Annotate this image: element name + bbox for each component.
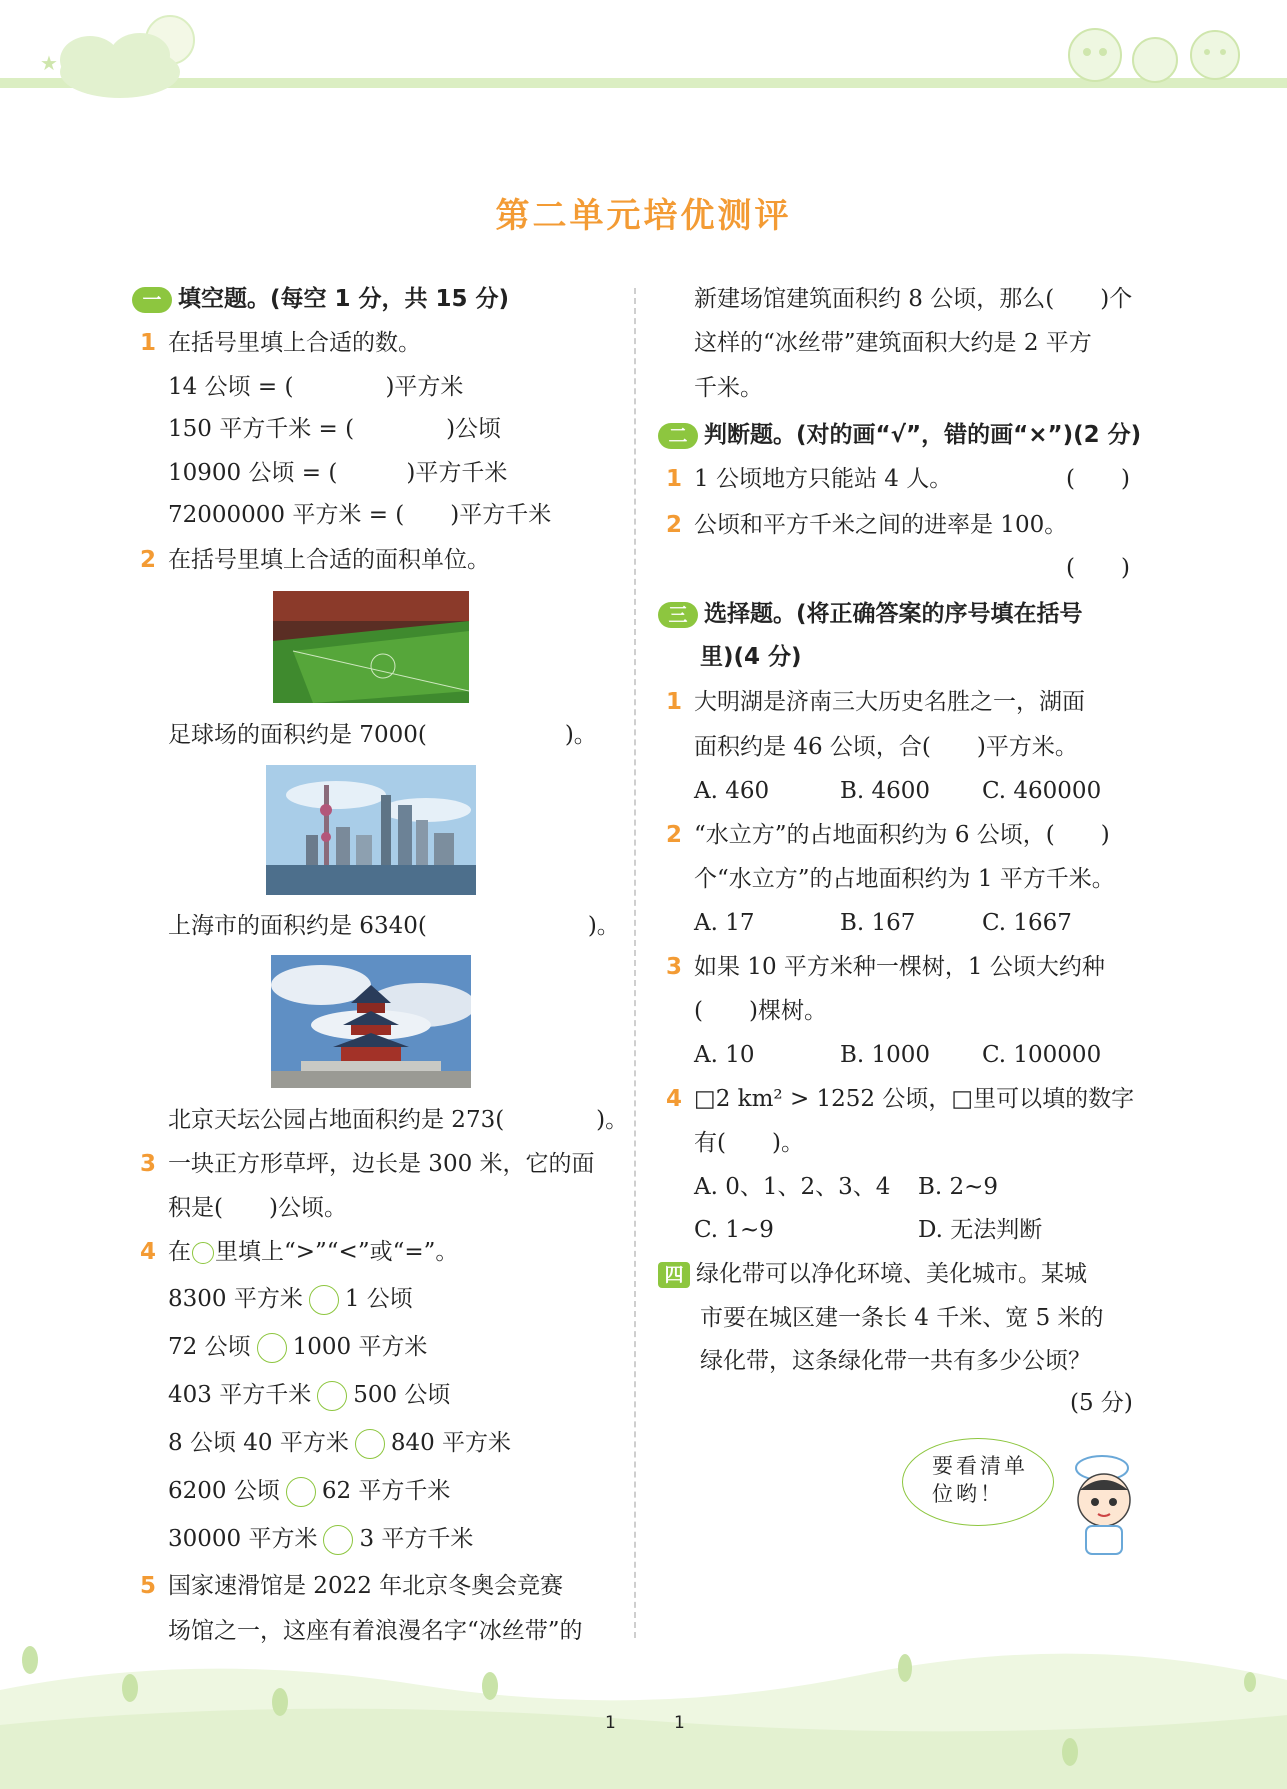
section-1-title: 填空题。(每空 1 分，共 15 分): [178, 286, 510, 312]
q2-line-3: 北京天坛公园占地面积约是 273( )。: [168, 1107, 629, 1133]
question-3: [140, 1149, 595, 1179]
compare-right: 62 平方千米: [321, 1478, 451, 1504]
compare-right: 840 平方米: [390, 1430, 512, 1456]
compare-right: 1 公顷: [344, 1286, 413, 1312]
compare-left: 6200 公顷: [168, 1478, 280, 1504]
choice-2-option-a[interactable]: A. 17: [694, 910, 755, 936]
question-5: [140, 1571, 563, 1601]
question-3-line-2: 积是( )公顷。: [168, 1195, 347, 1221]
section-2-header: [658, 420, 1141, 450]
question-1: [140, 328, 421, 358]
compare-left: 72 公顷: [168, 1334, 251, 1360]
compare-circle-icon: [192, 1242, 214, 1264]
choice-3-line-1: 如果 10 平方米种一棵树，1 公顷大约种: [694, 954, 1105, 980]
section-4-line-1: 绿化带可以净化环境、美化城市。某城: [696, 1261, 1087, 1287]
question-4-text-a: 在: [168, 1239, 191, 1265]
choice-3-line-2: ( )棵树。: [694, 998, 827, 1024]
bubble-line-2: 位哟！: [932, 1482, 1004, 1506]
judge-2-answer-paren[interactable]: ( ): [1066, 555, 1130, 581]
choice-1-number: 1: [666, 689, 683, 715]
cartoon-nurse-icon: [1060, 1450, 1150, 1560]
choice-1: [666, 687, 1085, 717]
section-3-header: [658, 599, 1083, 629]
judge-2-number: 2: [666, 512, 683, 538]
judge-1: [666, 464, 952, 494]
compare-row-6: [168, 1524, 473, 1555]
choice-1-line-2: 面积约是 46 公顷，合( )平方米。: [694, 734, 1078, 760]
choice-2-number: 2: [666, 822, 683, 848]
answer-circle[interactable]: [257, 1333, 287, 1363]
choice-4-option-a[interactable]: A. 0、1、2、3、4: [694, 1174, 891, 1200]
q1-line-4: 72000000 平方米 = ( )平方千米: [168, 502, 552, 528]
question-4: [140, 1237, 458, 1267]
compare-row-2: [168, 1332, 427, 1363]
judge-1-text: 1 公顷地方只能站 4 人。: [694, 466, 953, 492]
section-2-badge: 二: [658, 423, 698, 449]
section-4-line-3: 绿化带，这条绿化带一共有多少公顷？: [700, 1348, 1091, 1374]
choice-4-option-d[interactable]: D. 无法判断: [918, 1217, 1043, 1243]
question-1-number: 1: [140, 330, 157, 356]
q2-line-1: 足球场的面积约是 7000( )。: [168, 722, 597, 748]
compare-row-1: [168, 1284, 413, 1315]
temple-of-heaven-photo: [271, 955, 471, 1088]
question-2-text: 在括号里填上合适的面积单位。: [168, 547, 490, 573]
question-5-number: 5: [140, 1573, 157, 1599]
question-3-line-1: 一块正方形草坪，边长是 300 米，它的面: [168, 1151, 595, 1177]
choice-2-line-2: 个“水立方”的占地面积约为 1 平方千米。: [694, 866, 1115, 892]
choice-3-option-c[interactable]: C. 100000: [982, 1042, 1102, 1068]
choice-1-line-1: 大明湖是济南三大历史名胜之一，湖面: [694, 689, 1085, 715]
choice-4-number: 4: [666, 1086, 683, 1112]
compare-left: 30000 平方米: [168, 1526, 318, 1552]
answer-circle[interactable]: [323, 1525, 353, 1555]
compare-row-3: [168, 1380, 450, 1411]
answer-circle[interactable]: [286, 1477, 316, 1507]
q1-line-2: 150 平方千米 = ( )公顷: [168, 416, 502, 442]
answer-circle[interactable]: [309, 1285, 339, 1315]
judge-1-answer-paren[interactable]: ( ): [1066, 466, 1130, 492]
section-2-title: 判断题。(对的画“√”，错的画“×”)(2 分): [704, 422, 1142, 448]
section-4-score: (5 分): [1070, 1390, 1133, 1416]
animal-faces-decoration: [1055, 10, 1255, 90]
stadium-photo: [273, 591, 469, 703]
question-5-line-3: 新建场馆建筑面积约 8 公顷，那么( )个: [694, 286, 1133, 312]
question-5-line-2: 场馆之一，这座有着浪漫名字“冰丝带”的: [168, 1618, 583, 1644]
choice-1-option-b[interactable]: B. 4600: [840, 778, 931, 804]
compare-left: 403 平方千米: [168, 1382, 312, 1408]
footer-landscape: [0, 1630, 1287, 1789]
answer-circle[interactable]: [355, 1429, 385, 1459]
question-4-text-b: 里填上“>”“<”或“=”。: [215, 1239, 459, 1265]
compare-right: 1000 平方米: [292, 1334, 428, 1360]
question-5-line-4: 这样的“冰丝带”建筑面积大约是 2 平方: [694, 330, 1092, 356]
column-divider: [634, 288, 636, 1638]
choice-1-option-c[interactable]: C. 460000: [982, 778, 1102, 804]
compare-row-4: [168, 1428, 511, 1459]
choice-2-line-1: “水立方”的占地面积约为 6 公顷，( ): [694, 822, 1110, 848]
section-1-badge: 一: [132, 287, 172, 313]
cloud-sun-decoration: [20, 0, 220, 110]
question-1-text: 在括号里填上合适的数。: [168, 330, 421, 356]
page-title: 第二单元培优测评: [495, 196, 792, 236]
q2-line-2: 上海市的面积约是 6340( )。: [168, 913, 620, 939]
question-3-number: 3: [140, 1151, 157, 1177]
q1-line-3: 10900 公顷 = ( )平方千米: [168, 460, 508, 486]
compare-right: 500 公顷: [353, 1382, 451, 1408]
judge-1-number: 1: [666, 466, 683, 492]
choice-3: [666, 952, 1105, 982]
question-5-line-1: 国家速滑馆是 2022 年北京冬奥会竞赛: [168, 1573, 564, 1599]
q1-line-1: 14 公顷 = ( )平方米: [168, 374, 464, 400]
question-5-line-5: 千米。: [694, 375, 763, 401]
section-3-title-line-1: 选择题。(将正确答案的序号填在括号: [704, 601, 1083, 627]
section-1-header: [132, 284, 509, 314]
choice-4-line-2: 有( )。: [694, 1130, 804, 1156]
choice-2-option-b[interactable]: B. 167: [840, 910, 916, 936]
choice-4: [666, 1084, 1134, 1114]
choice-3-number: 3: [666, 954, 683, 980]
shanghai-skyline-photo: [266, 765, 476, 895]
judge-2: [666, 510, 1067, 540]
judge-2-text: 公顷和平方千米之间的进率是 100。: [694, 512, 1068, 538]
section-4-header: [658, 1259, 1087, 1289]
choice-3-option-a[interactable]: A. 10: [694, 1042, 755, 1068]
choice-4-line-1: □2 km² > 1252 公顷，□里可以填的数字: [694, 1086, 1135, 1112]
page-number-right: 1: [674, 1713, 685, 1733]
section-3-title-line-2: 里)(4 分): [700, 644, 802, 670]
choice-4-option-b[interactable]: B. 2~9: [918, 1174, 999, 1200]
compare-left: 8300 平方米: [168, 1286, 303, 1312]
svg-text:★: ★: [40, 51, 58, 75]
compare-left: 8 公顷 40 平方米: [168, 1430, 349, 1456]
section-4-line-2: 市要在城区建一条长 4 千米、宽 5 米的: [700, 1305, 1104, 1331]
section-4-badge: 四: [658, 1262, 690, 1288]
choice-2: [666, 820, 1110, 850]
question-4-number: 4: [140, 1239, 157, 1265]
compare-row-5: [168, 1476, 450, 1507]
page-number-left: 1: [605, 1713, 616, 1733]
compare-right: 3 平方千米: [359, 1526, 474, 1552]
choice-2-option-c[interactable]: C. 1667: [982, 910, 1072, 936]
answer-circle[interactable]: [317, 1381, 347, 1411]
choice-4-option-c[interactable]: C. 1~9: [694, 1217, 774, 1243]
question-2: [140, 545, 490, 575]
question-2-number: 2: [140, 547, 157, 573]
choice-3-option-b[interactable]: B. 1000: [840, 1042, 931, 1068]
section-3-badge: 三: [658, 602, 698, 628]
bubble-line-1: 要看清单: [932, 1454, 1028, 1478]
choice-1-option-a[interactable]: A. 460: [694, 778, 770, 804]
